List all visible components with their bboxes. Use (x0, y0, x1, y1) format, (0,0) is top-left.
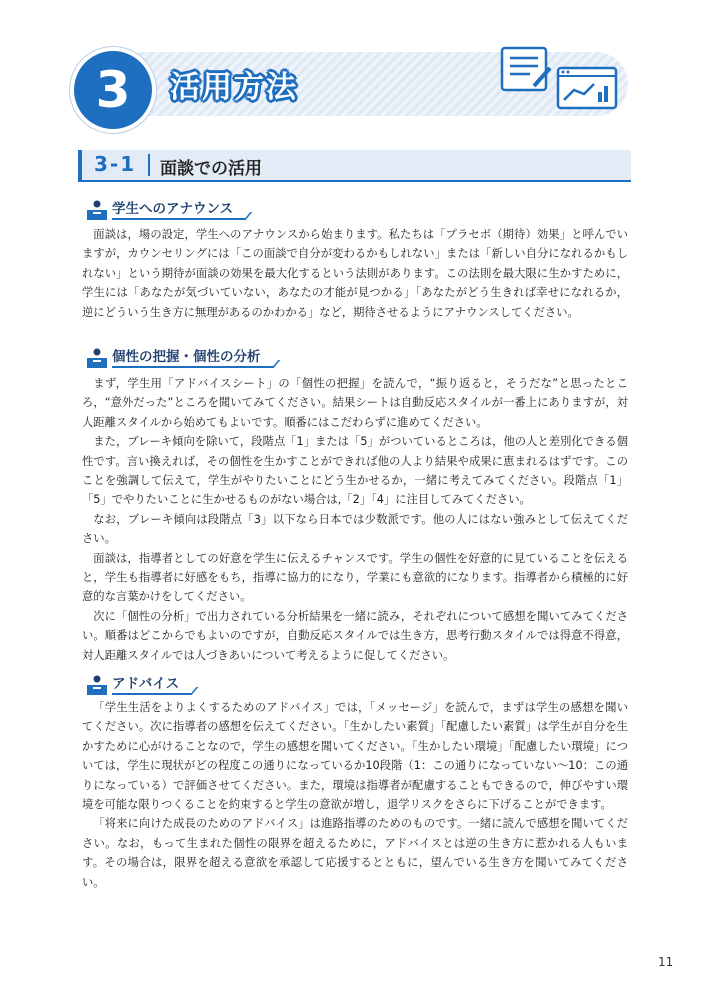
section-title: 面談での活用 (160, 159, 262, 179)
podium-speaker-icon (84, 346, 110, 368)
subheading-announce (84, 198, 245, 220)
subheading-personality (84, 346, 273, 368)
paragraph: 次に「個性の分析」で出力されている分析結果を一緒に読み，それぞれについて感想を聞いてみてください。順番はどこからでもよいのですが，自動反応スタイルでは生き方，思考行動スタイルでは得意不得意，対人距離スタイルでは人づきあいについて考えるように促してください。 (82, 609, 628, 662)
paragraph: まず，学生用「アドバイスシート」の「個性の把握」を読んで，“振り返ると，そうだな”と思ったところ，“意外だった”ところを聞いてみてください。結果シートは自動反応スタイルが一番上にありますが，対人距離スタイルから始めてもよいです。順番にはこだわらずに進めてください。 (82, 377, 628, 429)
paragraph: 「将来に向けた成長のためのアドバイス」は進路指導のためのものです。一緒に読んで感想を聞いてください。なお，もって生まれた個性の限界を超えるために，アドバイスとは逆の生き方に惹かれる人もいます。その場合は，限界を超える意欲を承認して応援するとともに，望んでいる生き方を聞いてみてください。 (82, 817, 628, 889)
body-personality (82, 374, 628, 665)
section-divider (148, 154, 150, 176)
paragraph: なお，ブレーキ傾向は段階点「3」以下なら日本では少数派です。他の人にはない強みとして伝えてください。 (82, 512, 628, 546)
subheading-label: アドバイス (112, 675, 191, 695)
subheading-label: 学生へのアナウンス (112, 200, 245, 220)
section-number: 3-1 (94, 152, 137, 176)
chapter-number: 3 (70, 47, 156, 133)
subheading-label: 個性の把握・個性の分析 (112, 348, 273, 368)
paragraph: また，ブレーキ傾向を除いて，段階点「1」または「5」がついているところは，他の人と差別化できる個性です。言い換えれば，その個性を生かすことができれば他の人より結果や成果に恵まれるはずです。このことを強調して伝えて，学生がやりたいことにどう生かせるか，一緒に考えてみてください。段階点「1」「5」でやりたいことに生かせるものがない場合は,「2」「4」に注目してみてください。 (82, 435, 628, 507)
chart-window-icon (558, 68, 616, 108)
banner-illustration (494, 42, 624, 114)
paragraph: 面談は，場の設定，学生へのアナウンスから始まります。私たちは「プラセボ（期待）効果」と呼んでいますが，カウンセリングには「この面談で自分が変わるかもしれない」または「新しい自分になれるかもしれない」という期待が面談の効果を最大化するという法則があります。この法則を最大限に生かすために，学生には「あなたが気づいていない，あなたの才能が見つかる」「あなたがどう生きれば幸せになれるか，逆にどういう生き方に無理があるのかわかる」など，期待させるようにアナウンスしてください。 (82, 228, 628, 319)
podium-speaker-icon (84, 673, 110, 695)
chapter-title: 活用方法 (170, 70, 298, 105)
section-heading (78, 150, 631, 182)
podium-speaker-icon (84, 198, 110, 220)
paragraph: 「学生生活をよりよくするためのアドバイス」では，「メッセージ」を読んで，まずは学生の感想を聞いてください。次に指導者の感想を伝えてください。「生かしたい素質」「配慮したい素質」は学生が自分を生かすために心がけることなので，学生の感想を聞いてください。「生かしたい環境」「配慮したい環境」については，学生に現状がどの程度この通りになっているか10段階（1：この通りになっていない～10：この通りになっている）で評価させてください。また，環境は指導者が配慮することもできるので，伸びやすい環境を可能な限りつくることを約束すると学生の意欲が増し，退学リスクをさらに下げることができます。 (82, 701, 628, 812)
page-number: 11 (658, 955, 674, 969)
subheading-advice (84, 673, 191, 695)
body-announce (82, 225, 628, 322)
body-advice (82, 698, 628, 892)
document-pen-icon (502, 48, 550, 90)
paragraph: 面談は，指導者としての好意を学生に伝えるチャンスです。学生の個性を好意的に見ていることを伝えると，学生も指導者に好感をもち，指導に協力的になり，学業にも意欲的になります。指導者から積極的に好意的な言葉かけをしてください。 (82, 551, 628, 604)
